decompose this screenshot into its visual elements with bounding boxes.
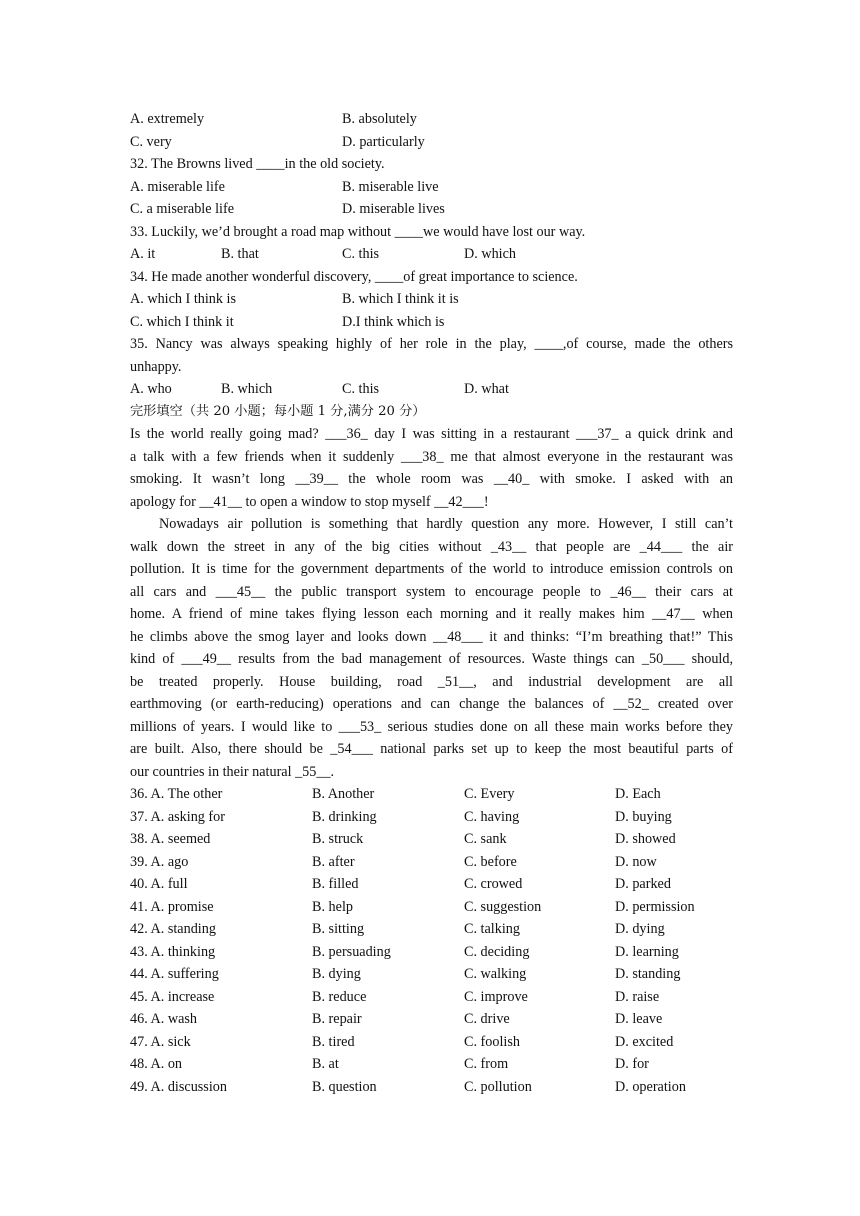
cloze-option-b: B. persuading xyxy=(312,943,391,960)
cloze-option-d: D. parked xyxy=(615,876,671,892)
q35-option-d: D. what xyxy=(464,381,509,397)
cloze-option-d: D. for xyxy=(615,1056,649,1072)
exam-page xyxy=(130,108,733,1098)
q32-stem: 32. The Browns lived ____in the old society. xyxy=(130,156,385,172)
cloze-option-c: C. walking xyxy=(464,966,527,982)
cloze-option-a: 47. A. sick xyxy=(130,1033,191,1050)
cloze-option-b: B. filled xyxy=(312,876,359,892)
cloze-option-row xyxy=(130,1076,733,1099)
cloze-option-d: D. operation xyxy=(615,1078,686,1095)
q34-option-a: A. which I think is xyxy=(130,291,237,307)
cloze-option-d: D. excited xyxy=(615,1033,674,1050)
cloze-option-b: B. tired xyxy=(312,1033,355,1050)
cloze-options-table xyxy=(130,783,733,1098)
cloze-option-a: 37. A. asking for xyxy=(130,808,225,825)
cloze-option-c: C. Every xyxy=(464,786,515,802)
cloze-heading: 完形填空（共 20 小题；每小题 1 分,满分 20 分） xyxy=(130,403,426,419)
q34-option-d: D.I think which is xyxy=(342,313,445,330)
cloze-option-a: 44. A. suffering xyxy=(130,966,219,982)
cloze-option-b: B. help xyxy=(312,898,353,915)
cloze-option-b: B. reduce xyxy=(312,988,367,1005)
cloze-option-row xyxy=(130,851,733,874)
q35-options-row xyxy=(130,378,733,401)
cloze-option-c: C. deciding xyxy=(464,943,530,960)
cloze-option-a: 43. A. thinking xyxy=(130,943,216,960)
q31-options-row-2 xyxy=(130,131,733,154)
passage-line: apology for __41__ to open a window to stop myself __42___! xyxy=(130,493,489,510)
cloze-option-row xyxy=(130,963,733,986)
cloze-option-b: B. repair xyxy=(312,1011,362,1027)
q34-options-row-1 xyxy=(130,288,733,311)
q32-options-row-1 xyxy=(130,176,733,199)
cloze-option-row xyxy=(130,1053,733,1076)
cloze-option-d: D. dying xyxy=(615,921,665,937)
cloze-option-b: B. question xyxy=(312,1078,377,1095)
q32-option-b: B. miserable live xyxy=(342,178,439,195)
q31-option-b: B. absolutely xyxy=(342,111,417,127)
q34-stem: 34. He made another wonderful discovery, ____of great importance to science. xyxy=(130,268,578,285)
cloze-option-d: D. learning xyxy=(615,943,679,960)
cloze-option-b: B. sitting xyxy=(312,921,365,937)
cloze-option-a: 49. A. discussion xyxy=(130,1078,227,1095)
cloze-option-d: D. showed xyxy=(615,831,676,847)
cloze-option-a: 39. A. ago xyxy=(130,853,189,870)
cloze-option-a: 48. A. on xyxy=(130,1056,183,1072)
cloze-option-row xyxy=(130,806,733,829)
cloze-option-b: B. Another xyxy=(312,786,375,802)
cloze-option-row xyxy=(130,783,733,806)
cloze-option-c: C. drive xyxy=(464,1011,510,1027)
cloze-option-b: B. at xyxy=(312,1056,339,1072)
passage-line: smoking. It wasn’t long __39__ the whole room was __40_ with smoke. I asked with an xyxy=(130,471,733,487)
cloze-option-c: C. crowed xyxy=(464,876,523,892)
cloze-option-c: C. foolish xyxy=(464,1033,520,1050)
cloze-option-row xyxy=(130,1008,733,1031)
cloze-option-b: B. dying xyxy=(312,966,361,982)
cloze-option-a: 42. A. standing xyxy=(130,921,216,937)
cloze-option-d: D. permission xyxy=(615,898,695,915)
q35-option-a: A. who xyxy=(130,381,172,397)
passage-line: our countries in their natural _55__. xyxy=(130,763,335,780)
passage-line: are built. Also, there should be _54___ national parks set up to keep the most beautiful parts of xyxy=(130,741,733,757)
cloze-option-row xyxy=(130,896,733,919)
q34-option-c: C. which I think it xyxy=(130,313,234,330)
q31-option-d: D. particularly xyxy=(342,133,425,150)
passage-line: millions of years. I would like to ___53_ serious studies done on all these main works before they xyxy=(130,718,733,735)
passage-line: be treated properly. House building, road _51__, and industrial development are all xyxy=(130,673,733,690)
q32-option-c: C. a miserable life xyxy=(130,201,235,217)
cloze-option-c: C. from xyxy=(464,1056,509,1072)
cloze-option-d: D. raise xyxy=(615,988,660,1005)
cloze-option-c: C. before xyxy=(464,853,517,870)
q35-option-c: C. this xyxy=(342,381,380,397)
cloze-option-row xyxy=(130,1031,733,1054)
cloze-option-c: C. improve xyxy=(464,988,528,1005)
passage-line: kind of ___49__ results from the bad management of resources. Waste things can _50___ should, xyxy=(130,651,733,667)
q32-option-d: D. miserable lives xyxy=(342,201,445,217)
cloze-option-c: C. sank xyxy=(464,831,507,847)
q32-options-row-2 xyxy=(130,198,733,221)
cloze-paragraph-2 xyxy=(130,513,733,783)
cloze-option-d: D. now xyxy=(615,853,657,870)
cloze-option-a: 40. A. full xyxy=(130,876,188,892)
cloze-option-d: D. standing xyxy=(615,966,681,982)
q33-options-row xyxy=(130,243,733,266)
cloze-option-a: 38. A. seemed xyxy=(130,831,211,847)
cloze-option-a: 46. A. wash xyxy=(130,1011,197,1027)
cloze-option-d: D. leave xyxy=(615,1011,663,1027)
passage-line: all cars and ___45__ the public transport system to encourage people to _46__ their cars at xyxy=(130,583,733,600)
q31-option-c: C. very xyxy=(130,133,172,150)
cloze-option-a: 45. A. increase xyxy=(130,988,215,1005)
cloze-option-d: D. Each xyxy=(615,786,661,802)
cloze-option-b: B. after xyxy=(312,853,355,870)
q31-option-a: A. extremely xyxy=(130,111,205,127)
cloze-option-row xyxy=(130,941,733,964)
q33-stem: 33. Luckily, we’d brought a road map without ____we would have lost our way. xyxy=(130,223,586,240)
cloze-option-row xyxy=(130,986,733,1009)
q35-option-b: B. which xyxy=(221,381,273,397)
cloze-option-c: C. pollution xyxy=(464,1078,532,1095)
cloze-option-b: B. struck xyxy=(312,831,364,847)
q33-option-d: D. which xyxy=(464,246,517,262)
passage-line: home. A friend of mine takes flying lesson each morning and it really makes him __47__ when xyxy=(130,606,733,622)
q34-option-b: B. which I think it is xyxy=(342,291,459,307)
cloze-option-row xyxy=(130,873,733,896)
cloze-option-c: C. suggestion xyxy=(464,898,542,915)
passage-line: Is the world really going mad? ___36_ day I was sitting in a restaurant ___37_ a quick drink and xyxy=(130,426,733,442)
cloze-option-a: 36. A. The other xyxy=(130,786,223,802)
q34-options-row-2 xyxy=(130,311,733,334)
q35-stem: 35. Nancy was always speaking highly of her role in the play, ____,of course, made the others unhappy. xyxy=(130,336,733,375)
q32-option-a: A. miserable life xyxy=(130,178,225,195)
q33-option-a: A. it xyxy=(130,246,156,262)
cloze-option-row xyxy=(130,918,733,941)
passage-line: he climbs above the smog layer and looks down __48___ it and thinks: “I’m breathing that!” This xyxy=(130,628,733,645)
passage-line: walk down the street in any of the big cities without _43__ that people are _44___ the air xyxy=(130,538,733,555)
passage-line: a talk with a few friends when it suddenly ___38_ me that almost everyone in the restaurant was xyxy=(130,448,733,465)
cloze-option-row xyxy=(130,828,733,851)
q31-options-row-1 xyxy=(130,108,733,131)
cloze-option-c: C. talking xyxy=(464,921,520,937)
cloze-paragraph-1 xyxy=(130,423,733,513)
q33-option-b: B. that xyxy=(221,246,259,262)
cloze-option-d: D. buying xyxy=(615,808,672,825)
passage-line: pollution. It is time for the government departments of the world to introduce emission controls on xyxy=(130,561,733,577)
cloze-option-c: C. having xyxy=(464,808,520,825)
passage-line: earthmoving (or earth-reducing) operations and can change the balances of __52_ created over xyxy=(130,696,733,712)
passage-line: Nowadays air pollution is something that hardly question any more. However, I still can’t xyxy=(159,516,733,532)
q33-option-c: C. this xyxy=(342,246,380,262)
cloze-option-a: 41. A. promise xyxy=(130,898,214,915)
cloze-option-b: B. drinking xyxy=(312,808,377,825)
